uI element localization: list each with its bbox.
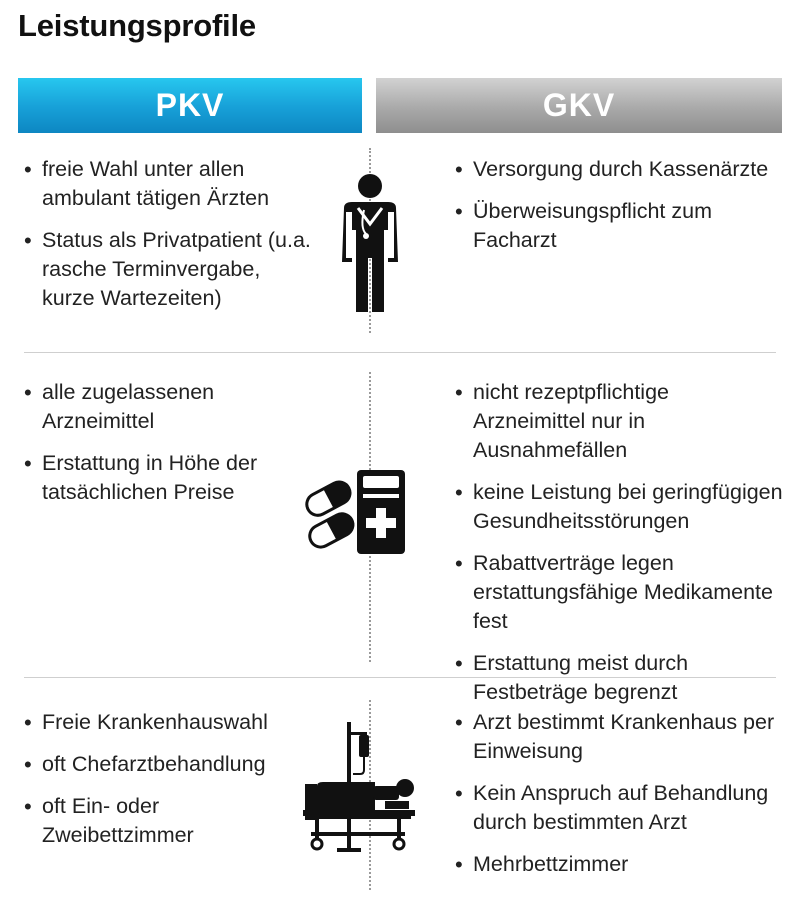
pkv-header-label: PKV — [155, 87, 225, 123]
gkv-header — [376, 78, 782, 133]
list-item: • oft Ein- oder Zweibettzimmer — [24, 792, 314, 850]
pkv-header — [18, 78, 362, 133]
list-item: • Rabattverträge legen erstattungsfähige Medikamente fest — [455, 549, 785, 636]
section-hospital-pkv — [24, 708, 314, 863]
list-item: • keine Leistung bei geringfügigen Gesundheitsstörungen — [455, 478, 785, 536]
list-item: • Überweisungspflicht zum Facharzt — [455, 197, 785, 255]
section-hospital-gkv — [455, 708, 785, 892]
list-item: • nicht rezeptpflichtige Arzneimittel nur in Ausnahmefällen — [455, 378, 785, 465]
list-item: • Mehrbettzimmer — [455, 850, 785, 879]
section-doctor-pkv — [24, 155, 314, 326]
hospital-bed-icon — [297, 722, 421, 856]
list-item: • Freie Krankenhauswahl — [24, 708, 314, 737]
list-item: • oft Chefarztbehandlung — [24, 750, 314, 779]
list-item: • Kein Anspruch auf Behandlung durch bestimmten Arzt — [455, 779, 785, 837]
section-medicine-pkv — [24, 378, 314, 520]
list-item: • Arzt bestimmt Krankenhaus per Einweisung — [455, 708, 785, 766]
page-title: Leistungsprofile — [18, 8, 256, 43]
section-separator-1 — [24, 352, 776, 353]
list-item: • freie Wahl unter allen ambulant tätigen Ärzten — [24, 155, 314, 213]
medicine-icon — [302, 470, 408, 556]
doctor-icon — [336, 172, 404, 314]
section-doctor-gkv — [455, 155, 785, 268]
list-item: • alle zugelassenen Arzneimittel — [24, 378, 314, 436]
section-medicine-gkv — [455, 378, 785, 720]
list-item: • Erstattung in Höhe der tatsächlichen Preise — [24, 449, 314, 507]
list-item: • Status als Privatpatient (u.a. rasche Terminvergabe, kurze Wartezeiten) — [24, 226, 314, 313]
list-item: • Versorgung durch Kassenärzte — [455, 155, 785, 184]
list-item: • Erstattung meist durch Festbeträge begrenzt — [455, 649, 785, 707]
gkv-header-label: GKV — [542, 87, 616, 123]
